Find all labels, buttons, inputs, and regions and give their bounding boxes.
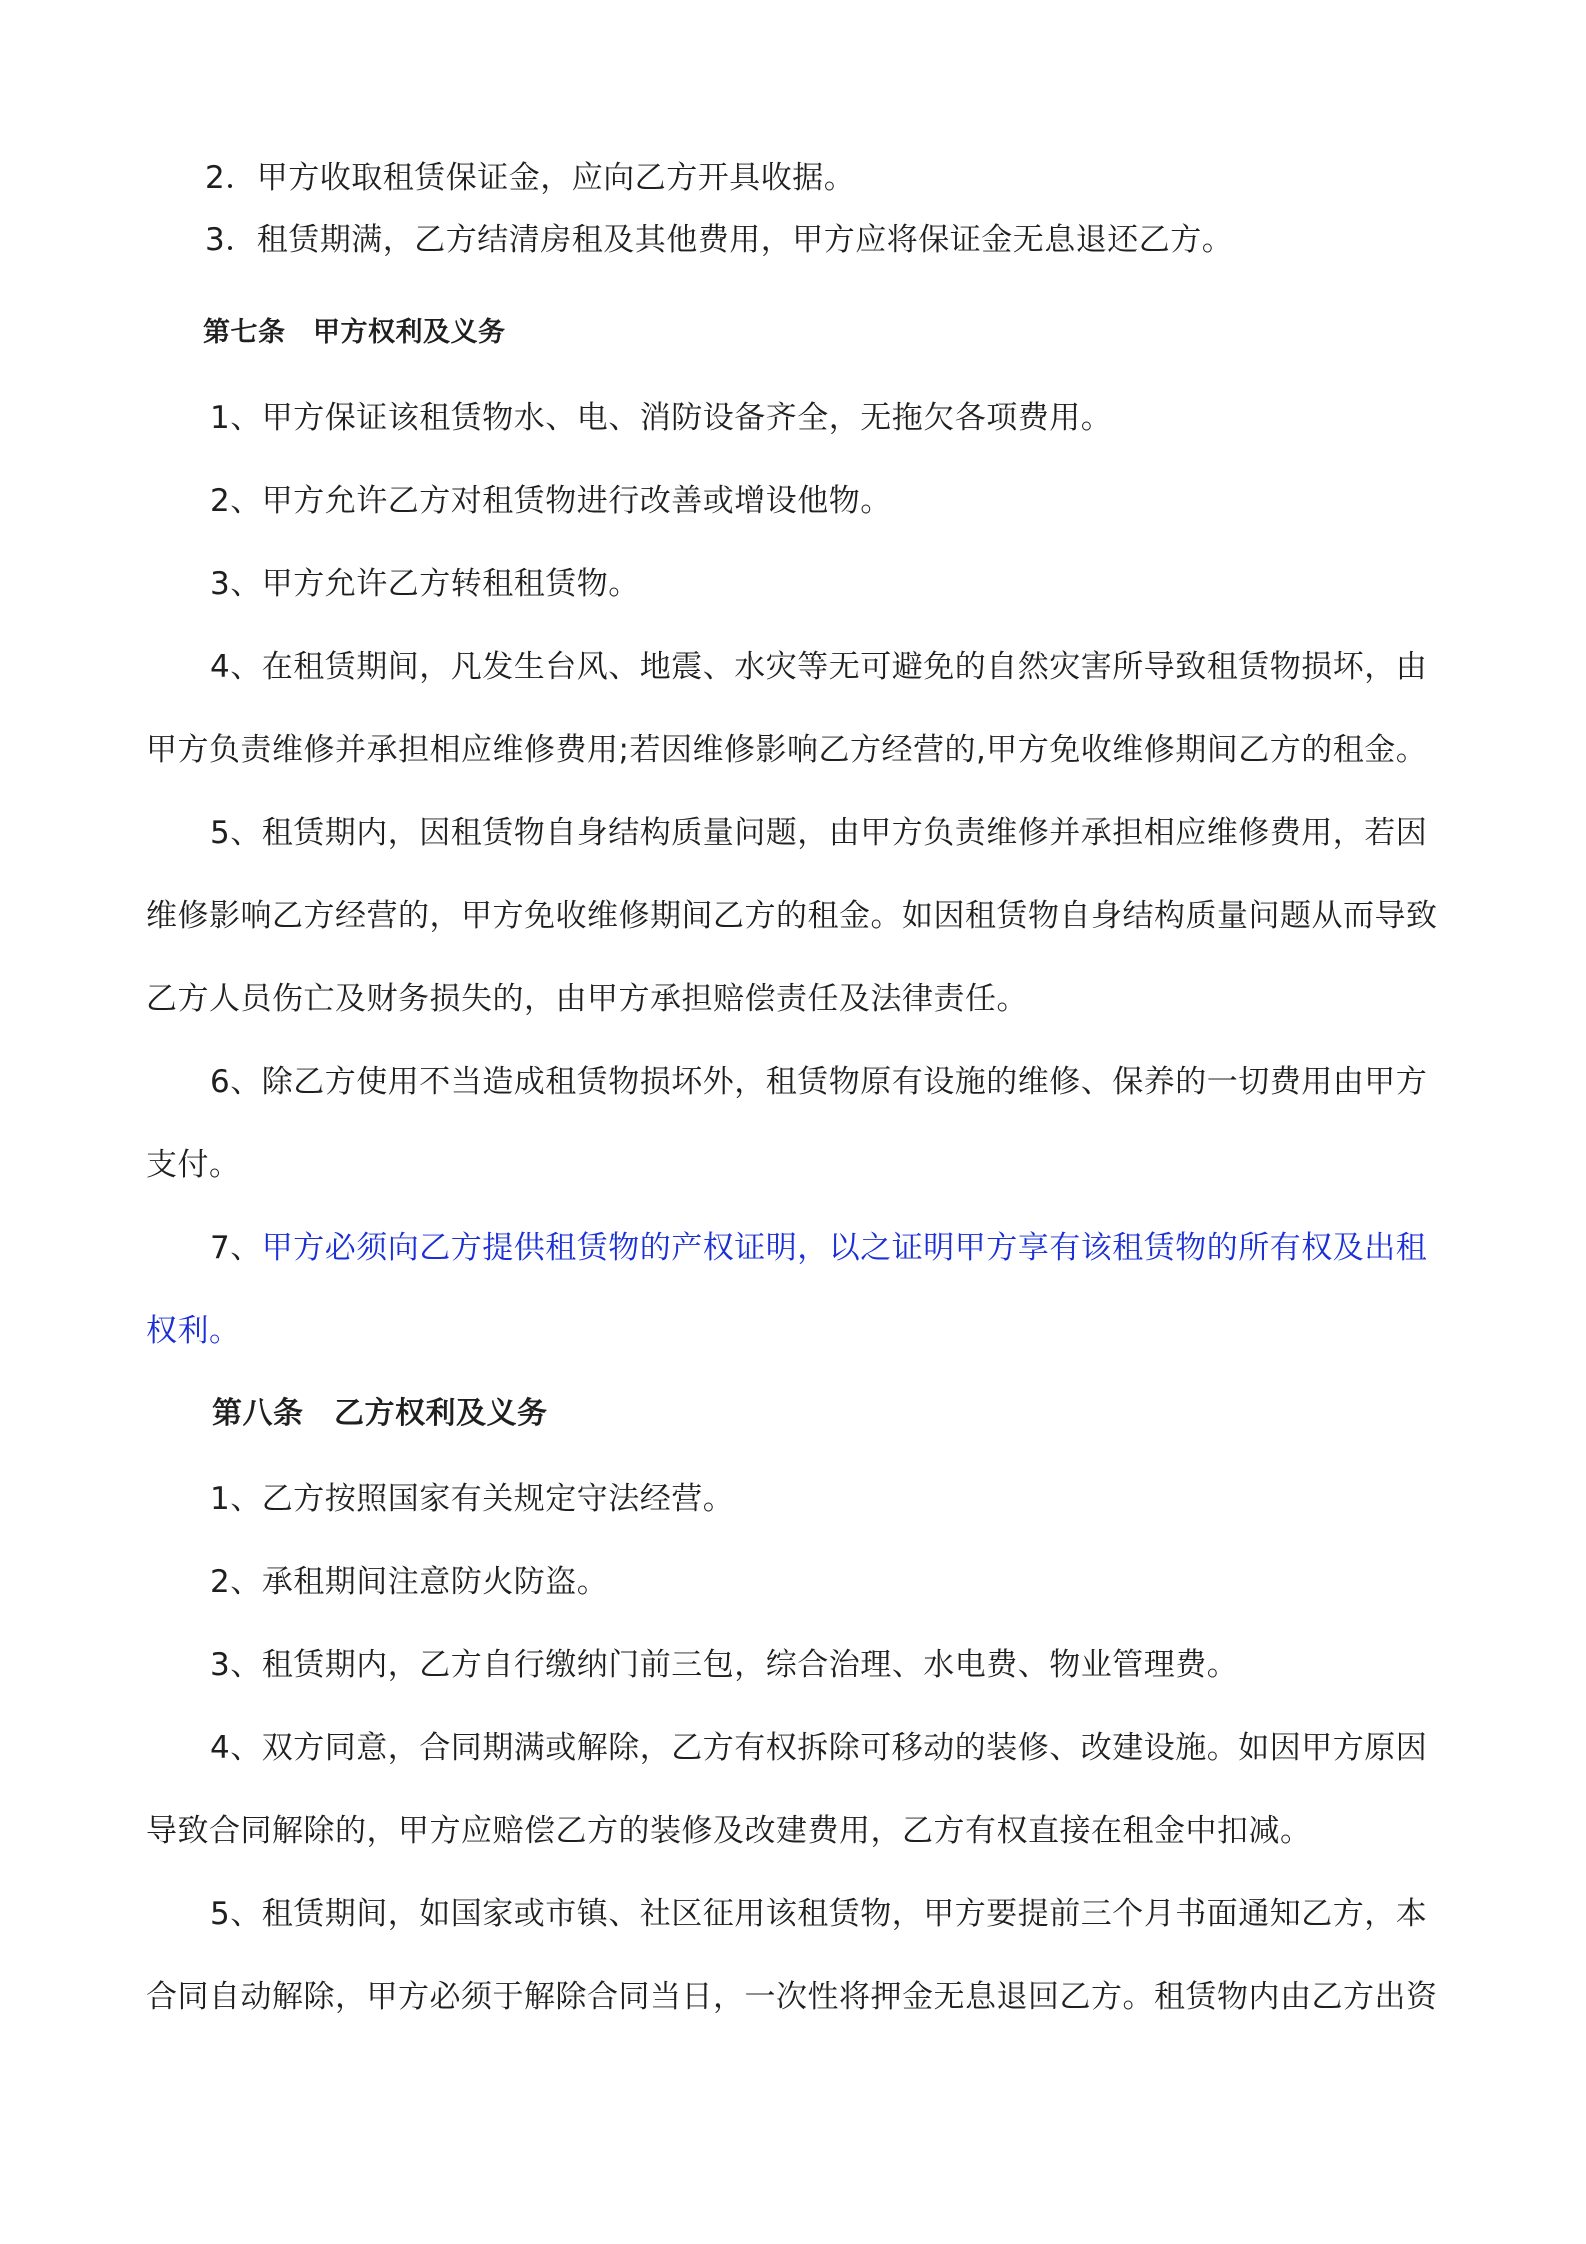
clause-7-item-2: 2、甲方允许乙方对租赁物进行改善或增设他物。 [210,483,892,519]
clause-6-item-3: 3．租赁期满，乙方结清房租及其他费用，甲方应将保证金无息退还乙方。 [205,222,1234,258]
clause-7-item-1: 1、甲方保证该租赁物水、电、消防设备齐全，无拖欠各项费用。 [210,400,1113,436]
clause-7-item-7-line-2: 权利。 [146,1313,241,1349]
clause-7-item-5-line-2: 维修影响乙方经营的，甲方免收维修期间乙方的租金。如因租赁物自身结构质量问题从而导致 [146,898,1438,934]
clause-7-item-5-line-3: 乙方人员伤亡及财务损失的，由甲方承担赔偿责任及法律责任。 [146,981,1028,1017]
clause-7-item-7-line-1 [210,1228,1427,1268]
clause-8-item-4-line-2: 导致合同解除的，甲方应赔偿乙方的装修及改建费用，乙方有权直接在租金中扣减。 [146,1813,1312,1849]
clause-7-item-5-line-1: 5、租赁期内，因租赁物自身结构质量问题，由甲方负责维修并承担相应维修费用，若因 [210,815,1428,851]
section-7-heading: 第七条 甲方权利及义务 [203,317,506,348]
clause-8-item-2: 2、承租期间注意防火防盗。 [210,1564,609,1600]
clause-8-item-3: 3、租赁期内，乙方自行缴纳门前三包，综合治理、水电费、物业管理费。 [210,1647,1239,1683]
clause-8-item-4-line-1: 4、双方同意，合同期满或解除，乙方有权拆除可移动的装修、改建设施。如因甲方原因 [210,1730,1428,1766]
clause-7-item-7-number: 7、 [210,1230,262,1266]
clause-7-item-6-line-1: 6、除乙方使用不当造成租赁物损坏外，租赁物原有设施的维修、保养的一切费用由甲方 [210,1064,1428,1100]
section-8-heading: 第八条 乙方权利及义务 [212,1396,548,1431]
clause-8-item-5-line-1: 5、租赁期间，如国家或市镇、社区征用该租赁物，甲方要提前三个月书面通知乙方，本 [210,1896,1428,1932]
clause-8-item-1: 1、乙方按照国家有关规定守法经营。 [210,1481,735,1517]
clause-8-item-5-line-2: 合同自动解除，甲方必须于解除合同当日，一次性将押金无息退回乙方。租赁物内由乙方出资 [146,1979,1438,2015]
clause-6-item-2: 2．甲方收取租赁保证金，应向乙方开具收据。 [205,160,856,196]
clause-7-item-6-line-2: 支付。 [146,1147,241,1183]
clause-7-item-7-highlight: 甲方必须向乙方提供租赁物的产权证明，以之证明甲方享有该租赁物的所有权及出租 [261,1230,1428,1266]
clause-7-item-3: 3、甲方允许乙方转租租赁物。 [210,566,640,602]
clause-7-item-4-line-1: 4、在租赁期间，凡发生台风、地震、水灾等无可避免的自然灾害所导致租赁物损坏，由 [210,649,1428,685]
clause-7-item-4-line-2: 甲方负责维修并承担相应维修费用;若因维修影响乙方经营的,甲方免收维修期间乙方的租金。 [146,732,1428,768]
